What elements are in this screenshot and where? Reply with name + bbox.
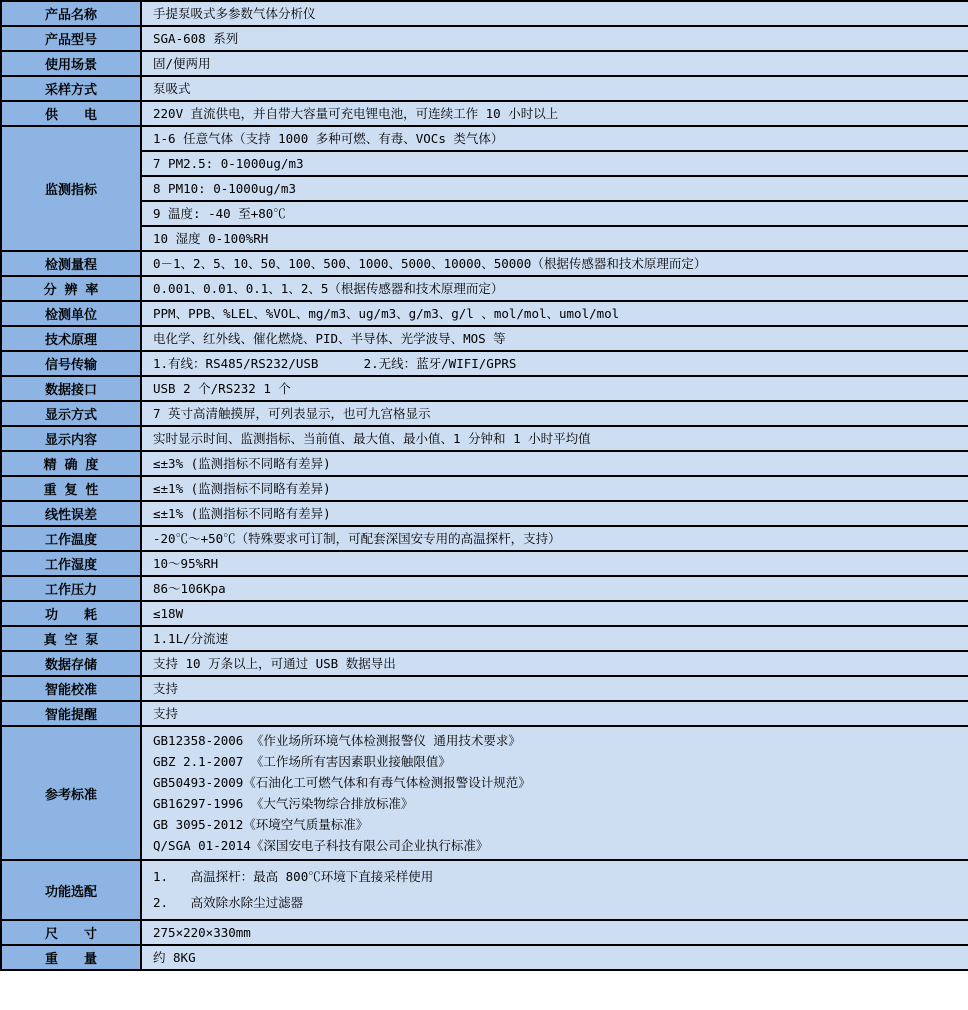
spec-label: 功能选配	[1, 860, 141, 920]
spec-value: 电化学、红外线、催化燃烧、PID、半导体、光学波导、MOS 等	[141, 326, 968, 351]
spec-row	[1, 920, 968, 945]
spec-table-body	[1, 1, 968, 970]
spec-value: 10 湿度 0-100%RH	[141, 226, 968, 251]
spec-row	[1, 576, 968, 601]
spec-value: 220V 直流供电，并自带大容量可充电锂电池，可连续工作 10 小时以上	[141, 101, 968, 126]
spec-label: 重 复 性	[1, 476, 141, 501]
spec-value: 86～106Kpa	[141, 576, 968, 601]
spec-row	[1, 351, 968, 376]
spec-value: 实时显示时间、监测指标、当前值、最大值、最小值、1 分钟和 1 小时平均值	[141, 426, 968, 451]
spec-value: 固/便两用	[141, 51, 968, 76]
spec-value-line: GB50493-2009《石油化工可燃气体和有毒气体检测报警设计规范》	[153, 775, 531, 790]
spec-label: 真 空 泵	[1, 626, 141, 651]
spec-value: -20℃～+50℃（特殊要求可订制，可配套深国安专用的高温探杆，支持）	[141, 526, 968, 551]
spec-row	[1, 51, 968, 76]
spec-row	[1, 945, 968, 970]
spec-label: 工作温度	[1, 526, 141, 551]
spec-row	[1, 151, 968, 176]
spec-value: 支持	[141, 701, 968, 726]
spec-row	[1, 226, 968, 251]
spec-value: 1-6 任意气体（支持 1000 多种可燃、有毒、VOCs 类气体）	[141, 126, 968, 151]
spec-row	[1, 626, 968, 651]
spec-row	[1, 651, 968, 676]
spec-row	[1, 326, 968, 351]
spec-row	[1, 301, 968, 326]
spec-row	[1, 551, 968, 576]
spec-label: 监测指标	[1, 126, 141, 251]
spec-value: PPM、PPB、%LEL、%VOL、mg/m3、ug/m3、g/m3、g/l 、mol/mol、umol/mol	[141, 301, 968, 326]
spec-label: 精 确 度	[1, 451, 141, 476]
spec-row	[1, 26, 968, 51]
spec-value: ≤±1% (监测指标不同略有差异)	[141, 476, 968, 501]
spec-row	[1, 701, 968, 726]
spec-label: 工作压力	[1, 576, 141, 601]
spec-label: 数据接口	[1, 376, 141, 401]
spec-label: 检测量程	[1, 251, 141, 276]
spec-label: 尺 寸	[1, 920, 141, 945]
spec-value-line: GB16297-1996 《大气污染物综合排放标准》	[153, 796, 414, 811]
spec-value-line: GBZ 2.1-2007 《工作场所有害因素职业接触限值》	[153, 754, 451, 769]
spec-row	[1, 426, 968, 451]
spec-row	[1, 101, 968, 126]
spec-value: 275×220×330mm	[141, 920, 968, 945]
spec-row	[1, 1, 968, 26]
spec-row	[1, 251, 968, 276]
spec-value: USB 2 个/RS232 1 个	[141, 376, 968, 401]
spec-row	[1, 676, 968, 701]
spec-label: 线性误差	[1, 501, 141, 526]
spec-value: 10～95%RH	[141, 551, 968, 576]
spec-label: 显示内容	[1, 426, 141, 451]
spec-value: 0－1、2、5、10、50、100、500、1000、5000、10000、50000（根据传感器和技术原理而定）	[141, 251, 968, 276]
spec-label: 工作湿度	[1, 551, 141, 576]
spec-value: 手提泵吸式多参数气体分析仪	[141, 1, 968, 26]
spec-value: 支持 10 万条以上，可通过 USB 数据导出	[141, 651, 968, 676]
spec-value: 支持	[141, 676, 968, 701]
spec-value-line: Q/SGA 01-2014《深国安电子科技有限公司企业执行标准》	[153, 838, 489, 853]
spec-row	[1, 276, 968, 301]
spec-label: 智能校准	[1, 676, 141, 701]
spec-row	[1, 176, 968, 201]
spec-label: 供 电	[1, 101, 141, 126]
spec-row	[1, 726, 968, 860]
spec-label: 检测单位	[1, 301, 141, 326]
spec-label: 显示方式	[1, 401, 141, 426]
spec-label: 重 量	[1, 945, 141, 970]
spec-value: ≤±1% (监测指标不同略有差异)	[141, 501, 968, 526]
spec-value-line: GB12358-2006 《作业场所环境气体检测报警仪 通用技术要求》	[153, 733, 521, 748]
spec-value: ≤18W	[141, 601, 968, 626]
spec-value-line: 2. 高效除水除尘过滤器	[153, 895, 304, 910]
spec-label: 产品名称	[1, 1, 141, 26]
spec-value: 1.1L/分流速	[141, 626, 968, 651]
spec-label: 智能提醒	[1, 701, 141, 726]
spec-row	[1, 526, 968, 551]
spec-row	[1, 860, 968, 920]
spec-row	[1, 601, 968, 626]
spec-label: 产品型号	[1, 26, 141, 51]
spec-row	[1, 451, 968, 476]
spec-label: 技术原理	[1, 326, 141, 351]
spec-label: 使用场景	[1, 51, 141, 76]
spec-row	[1, 476, 968, 501]
spec-value-line: 1. 高温探杆：最高 800℃环境下直接采样使用	[153, 869, 434, 884]
spec-label: 功 耗	[1, 601, 141, 626]
spec-value	[141, 726, 968, 860]
spec-value: 1.有线：RS485/RS232/USB 2.无线：蓝牙/WIFI/GPRS	[141, 351, 968, 376]
spec-value-line: GB 3095-2012《环境空气质量标准》	[153, 817, 369, 832]
spec-row	[1, 376, 968, 401]
spec-value: 约 8KG	[141, 945, 968, 970]
spec-row	[1, 401, 968, 426]
spec-value	[141, 860, 968, 920]
spec-value: SGA-608 系列	[141, 26, 968, 51]
spec-value: 7 PM2.5: 0-1000ug/m3	[141, 151, 968, 176]
spec-value: 7 英寸高清触摸屏，可列表显示，也可九宫格显示	[141, 401, 968, 426]
spec-value: 泵吸式	[141, 76, 968, 101]
spec-label: 采样方式	[1, 76, 141, 101]
spec-label: 参考标准	[1, 726, 141, 860]
spec-label: 数据存储	[1, 651, 141, 676]
spec-value: 9 温度: -40 至+80℃	[141, 201, 968, 226]
spec-row	[1, 76, 968, 101]
spec-label: 分 辨 率	[1, 276, 141, 301]
spec-row	[1, 501, 968, 526]
spec-value: 8 PM10: 0-1000ug/m3	[141, 176, 968, 201]
spec-value: 0.001、0.01、0.1、1、2、5（根据传感器和技术原理而定）	[141, 276, 968, 301]
spec-row	[1, 126, 968, 151]
spec-label: 信号传输	[1, 351, 141, 376]
spec-value: ≤±3% (监测指标不同略有差异)	[141, 451, 968, 476]
spec-row	[1, 201, 968, 226]
